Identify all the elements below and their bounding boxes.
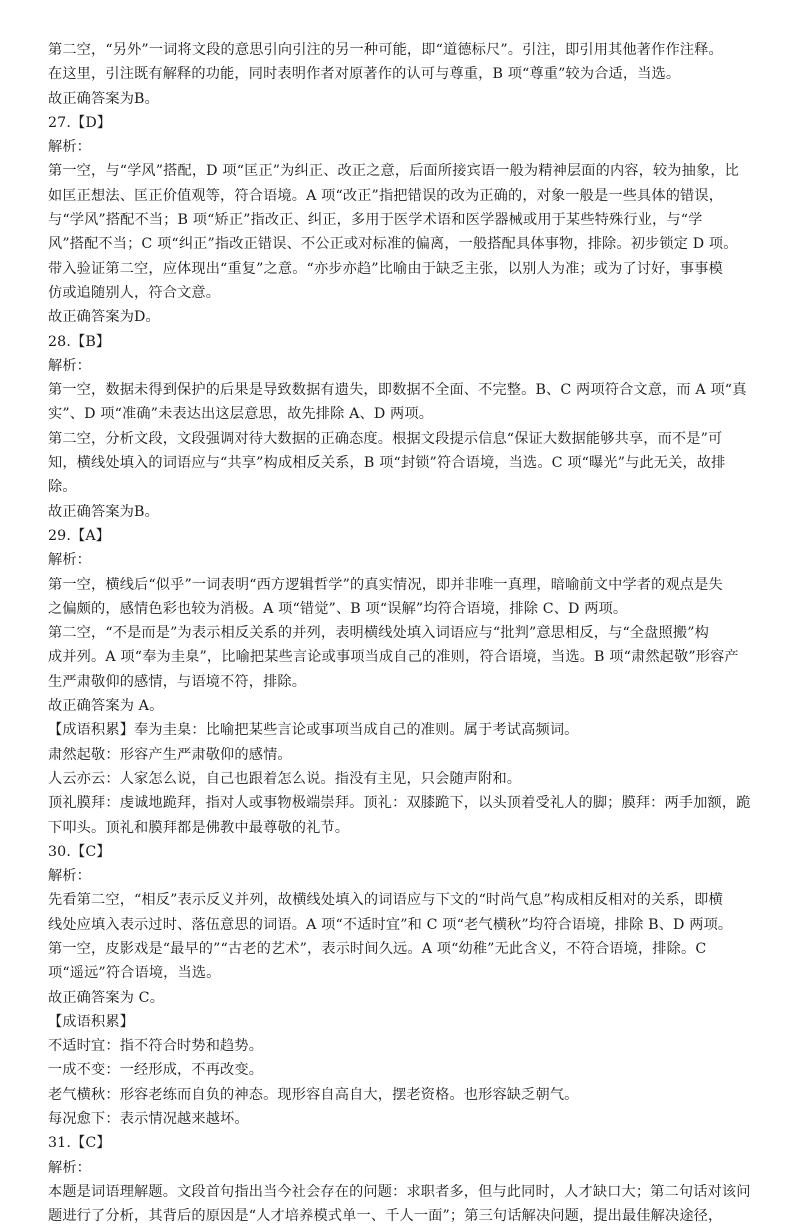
text-line: 风”搭配不当；C 项“纠正”指改正错误、不公正或对标准的偏离，一般搭配具体事物，排除。初步锁定 D 项。 [48, 236, 738, 253]
text-line: 不适时宜：指不符合时势和趋势。 [48, 1038, 264, 1055]
text-line: 与“学风”搭配不当；B 项“矫正”指改正、纠正，多用于医学术语和医学器械或用于某些特殊行业，与“学 [48, 212, 703, 229]
text-line: 老气横秋：形容老练而自负的神态。现形容自高自大，摆老资格。也形容缺乏朝气。 [48, 1086, 579, 1103]
text-line: 人云亦云：人家怎么说，自己也跟着怎么说。指没有主见，只会随声附和。 [48, 770, 522, 787]
text-line: 【成语积累】 [48, 1013, 135, 1030]
text-line: 第一空，数据未得到保护的后果是导致数据有遗失，即数据不全面、不完整。B、C 两项符合文意，而 A 项“真 [48, 382, 747, 399]
text-line: 解析： [48, 1159, 92, 1176]
text-line: 故正确答案为B。 [48, 90, 159, 107]
text-line: 第二空，“不是而是”为表示相反关系的并列，表明横线处填入词语应与“批判”意思相反，与“全盘照搬”构 [48, 625, 709, 642]
text-line: 故正确答案为 C。 [48, 989, 165, 1006]
text-line: 成并列。A 项“奉为圭臬”，比喻把某些言论或事项当成自己的准则，符合语境，当选。B 项“肃然起敬”形容产 [48, 649, 739, 666]
text-line: 解析： [48, 868, 92, 885]
text-line: 知，横线处填入的词语应与“共享”构成相反关系，B 项“封锁”符合语境，当选。C 项“曝光”与此无关，故排 [48, 455, 726, 472]
text-line: 第二空，分析文段，文段强调对待大数据的正确态度。根据文段提示信息“保证大数据能够共享，而不是”可 [48, 430, 723, 447]
text-line: 第二空，“另外”一词将文段的意思引向引注的另一种可能，即“道德标尺”。引注，即引用其他著作作注释。 [48, 42, 723, 58]
text-line: 线处应填入表示过时、落伍意思的词语。A 项“不适时宜”和 C 项“老气横秋”均符合语境，排除 B、D 两项。 [48, 916, 733, 933]
text-line: 仿或追随别人，符合文意。 [48, 284, 221, 301]
text-line: 之偏颇的，感情色彩也较为消极。A 项“错觉”、B 项“误解”均符合语境，排除 C、D 两项。 [48, 600, 628, 617]
text-line: 带入验证第二空，应体现出“重复”之意。“亦步亦趋”比喻由于缺乏主张，以别人为准；或为了讨好，事事模 [48, 260, 723, 277]
text-line: 肃然起敬：形容产生严肃敬仰的感情。 [48, 746, 292, 763]
text-line: 题进行了分析，其背后的原因是“人才培养模式单一、千人一面”；第三句话解决问题，提出最佳解决途径， [48, 1208, 723, 1225]
text-line: 每况愈下：表示情况越来越坏。 [48, 1111, 249, 1128]
text-line: 【成语积累】奉为圭臬：比喻把某些言论或事项当成自己的准则。属于考试高频词。 [48, 722, 579, 739]
text-line: 项“遥远”符合语境，当选。 [48, 965, 221, 982]
text-line: 本题是词语理解题。文段首句指出当今社会存在的问题：求职者多，但与此同时，人才缺口大；第二句话对该问 [48, 1183, 751, 1200]
text-line: 一成不变：一经形成，不再改变。 [48, 1062, 264, 1079]
text-line: 生严肃敬仰的感情，与语境不符，排除。 [48, 673, 307, 690]
text-line: 故正确答案为B。 [48, 503, 159, 520]
text-line: 在这里，引注既有解释的功能，同时表明作者对原著作的认可与尊重，B 项“尊重”较为合适，当选。 [48, 66, 681, 83]
text-line: 解析： [48, 357, 92, 374]
document-page [48, 38, 764, 1229]
text-line: 29.【A】 [48, 527, 111, 544]
text-line: 27.【D】 [48, 114, 112, 131]
text-line: 故正确答案为 A。 [48, 698, 164, 715]
text-line: 如匡正想法、匡正价值观等，符合语境。A 项“改正”指把错误的改为正确的，对象一般是一些具体的错误， [48, 187, 724, 204]
text-line: 先看第二空，“相反”表示反义并列，故横线处填入的词语应与下文的“时尚气息”构成相反相对的关系，即横 [48, 892, 723, 909]
text-line: 解析： [48, 139, 92, 156]
text-line: 第一空，皮影戏是“最早的”“古老的艺术”，表示时间久远。A 项“幼稚”无此含义，不符合语境，排除。C [48, 940, 707, 957]
text-line: 实”、D 项“准确”未表达出这层意思，故先排除 A、D 两项。 [48, 406, 434, 423]
text-line: 故正确答案为D。 [48, 309, 160, 326]
text-line: 第一空，与“学风”搭配，D 项“匡正”为纠正、改正之意，后面所接宾语一般为精神层面的内容，较为抽象，比 [48, 163, 739, 180]
text-line: 28.【B】 [48, 333, 111, 350]
text-line: 下叩头。顶礼和膜拜都是佛教中最尊敬的礼节。 [48, 819, 350, 836]
text-line: 30.【C】 [48, 843, 111, 860]
text-line: 除。 [48, 479, 77, 496]
text-line: 解析： [48, 552, 92, 569]
text-line: 顶礼膜拜：虔诚地跪拜，指对人或事物极端崇拜。顶礼：双膝跪下，以头顶着受礼人的脚；膜拜：两手加额，跪 [48, 795, 751, 812]
text-line: 31.【C】 [48, 1135, 111, 1152]
text-line: 第一空，横线后“似乎”一词表明“西方逻辑哲学”的真实情况，即并非唯一真理，暗喻前文中学者的观点是失 [48, 576, 723, 593]
